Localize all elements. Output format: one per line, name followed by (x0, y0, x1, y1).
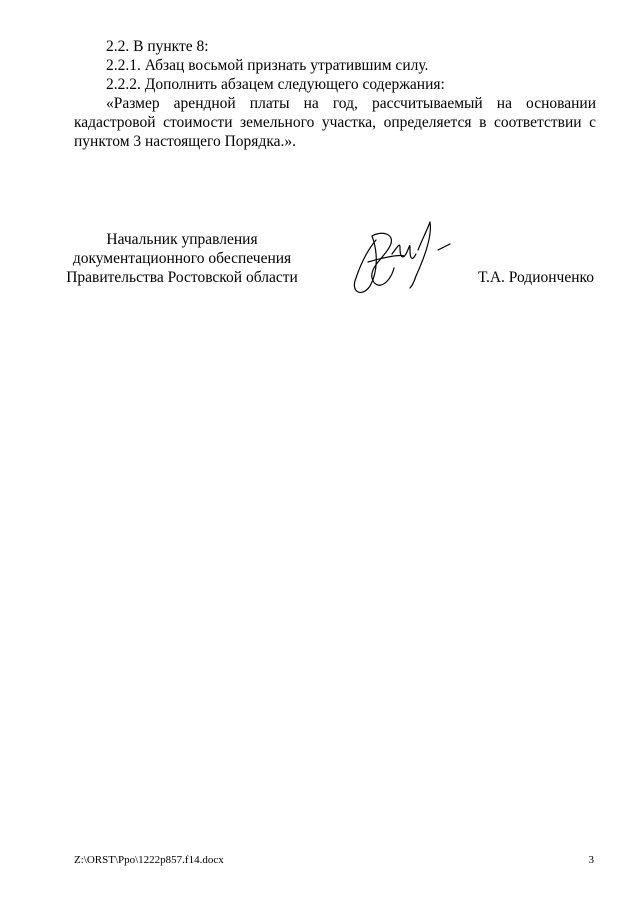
paragraph-2-2-2: 2.2.2. Дополнить абзацем следующего содержания: (106, 76, 445, 93)
paragraph-quote: «Размер арендной платы на год, рассчитываемый на основании кадастровой стоимости земельного участка, определяется в соответствии с пунктом 3 настоящего Порядка.». (74, 95, 596, 150)
footer-page-number: 3 (588, 854, 594, 866)
paragraph-2-2: 2.2. В пункте 8: (106, 38, 209, 55)
signatory-name: Т.А. Родионченко (478, 269, 594, 286)
handwritten-signature (342, 214, 454, 302)
paragraph-2-2-1: 2.2.1. Абзац восьмой признать утратившим силу. (106, 57, 429, 74)
signatory-title-line: Правительства Ростовской области (66, 269, 298, 286)
signatory-title (60, 230, 304, 287)
document-body (74, 37, 596, 151)
footer-file-path: Z:\ORST\Ppo\1222p857.f14.docx (74, 854, 224, 866)
signatory-title-line: документационного обеспечения (72, 250, 292, 267)
signatory-title-line: Начальник управления (106, 231, 258, 248)
